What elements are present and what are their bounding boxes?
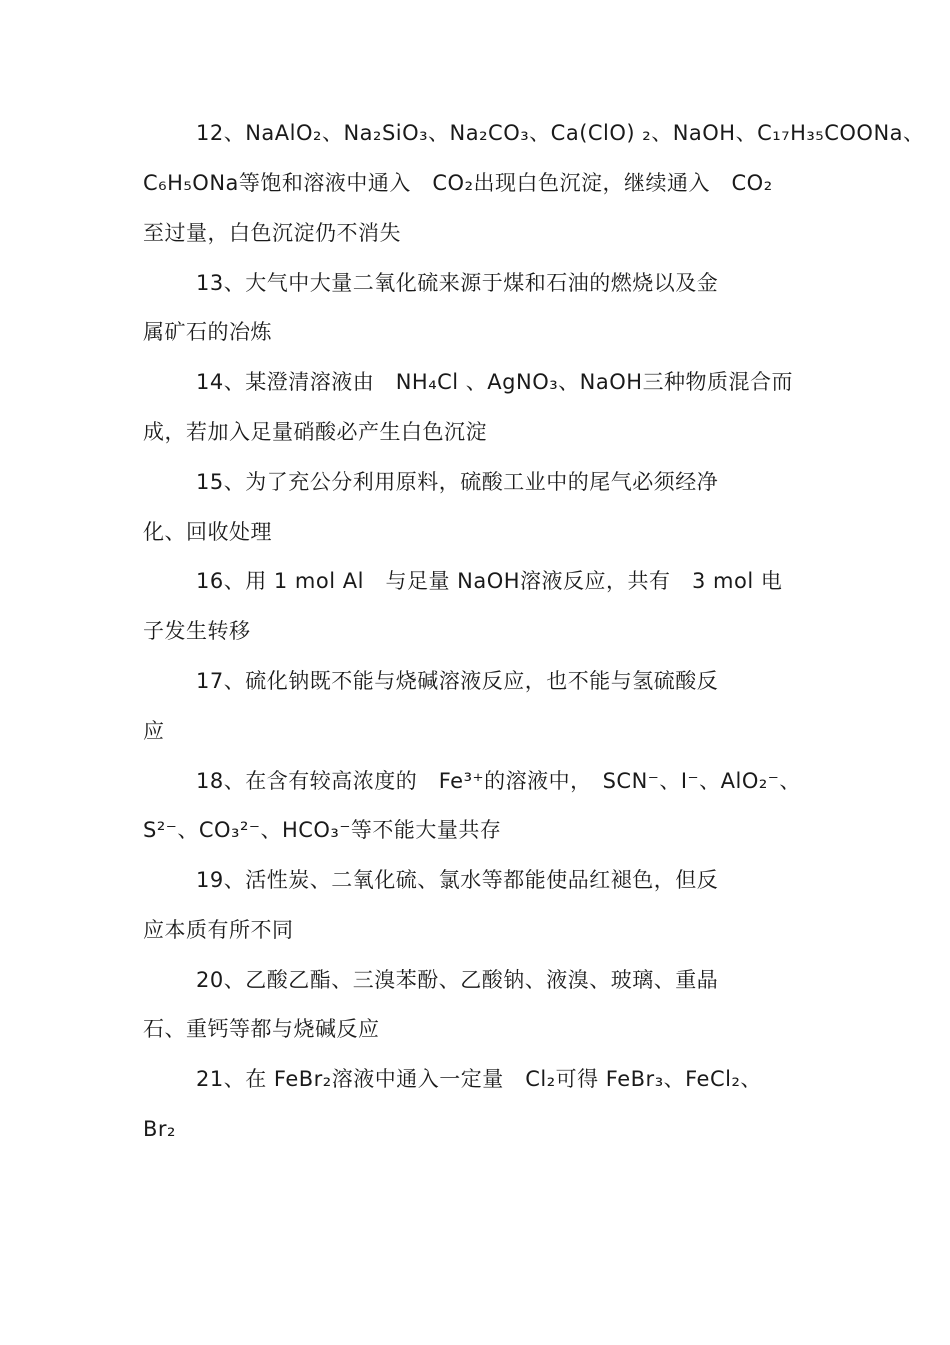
item-19-line-1: 19、活性炭、二氧化硫、氯水等都能使品红褪色，但反 [196,868,719,892]
item-17-line-2: 应 [143,719,165,743]
item-14-line-2: 成，若加入足量硝酸必产生白色沉淀 [143,420,487,444]
item-14-line-1: 14、某澄清溶液由 NH₄Cl 、AgNO₃、NaOH三种物质混合而 [196,370,794,394]
item-15-line-2: 化、回收处理 [143,520,272,544]
item-13-line-2: 属矿石的冶炼 [143,320,272,344]
item-13-line-1: 13、大气中大量二氧化硫来源于煤和石油的燃烧以及金 [196,271,719,295]
item-20-line-2: 石、重钙等都与烧碱反应 [143,1017,380,1041]
item-19-line-2: 应本质有所不同 [143,918,294,942]
item-17-line-1: 17、硫化钠既不能与烧碱溶液反应，也不能与氢硫酸反 [196,669,719,693]
item-18-line-1: 18、在含有较高浓度的 Fe³⁺的溶液中， SCN⁻、I⁻、AlO₂⁻、 [196,769,801,793]
item-21-line-2: Br₂ [143,1117,176,1141]
item-12-line-2: C₆H₅ONa等饱和溶液中通入 CO₂出现白色沉淀，继续通入 CO₂ [143,171,773,195]
item-12-line-3: 至过量，白色沉淀仍不消失 [143,221,401,245]
item-21-line-1: 21、在 FeBr₂溶液中通入一定量 Cl₂可得 FeBr₃、FeCl₂、 [196,1067,762,1091]
item-18-line-2: S²⁻、CO₃²⁻、HCO₃⁻等不能大量共存 [143,818,502,842]
item-12-line-1: 12、NaAlO₂、Na₂SiO₃、Na₂CO₃、Ca(ClO) ₂、NaOH、C₁₇H₃₅COONa、 [196,121,925,145]
item-15-line-1: 15、为了充公分利用原料，硫酸工业中的尾气必须经净 [196,470,719,494]
item-16-line-1: 16、用 1 mol Al 与足量 NaOH溶液反应，共有 3 mol 电 [196,569,783,593]
item-16-line-2: 子发生转移 [143,619,251,643]
item-20-line-1: 20、乙酸乙酯、三溴苯酚、乙酸钠、液溴、玻璃、重晶 [196,968,719,992]
